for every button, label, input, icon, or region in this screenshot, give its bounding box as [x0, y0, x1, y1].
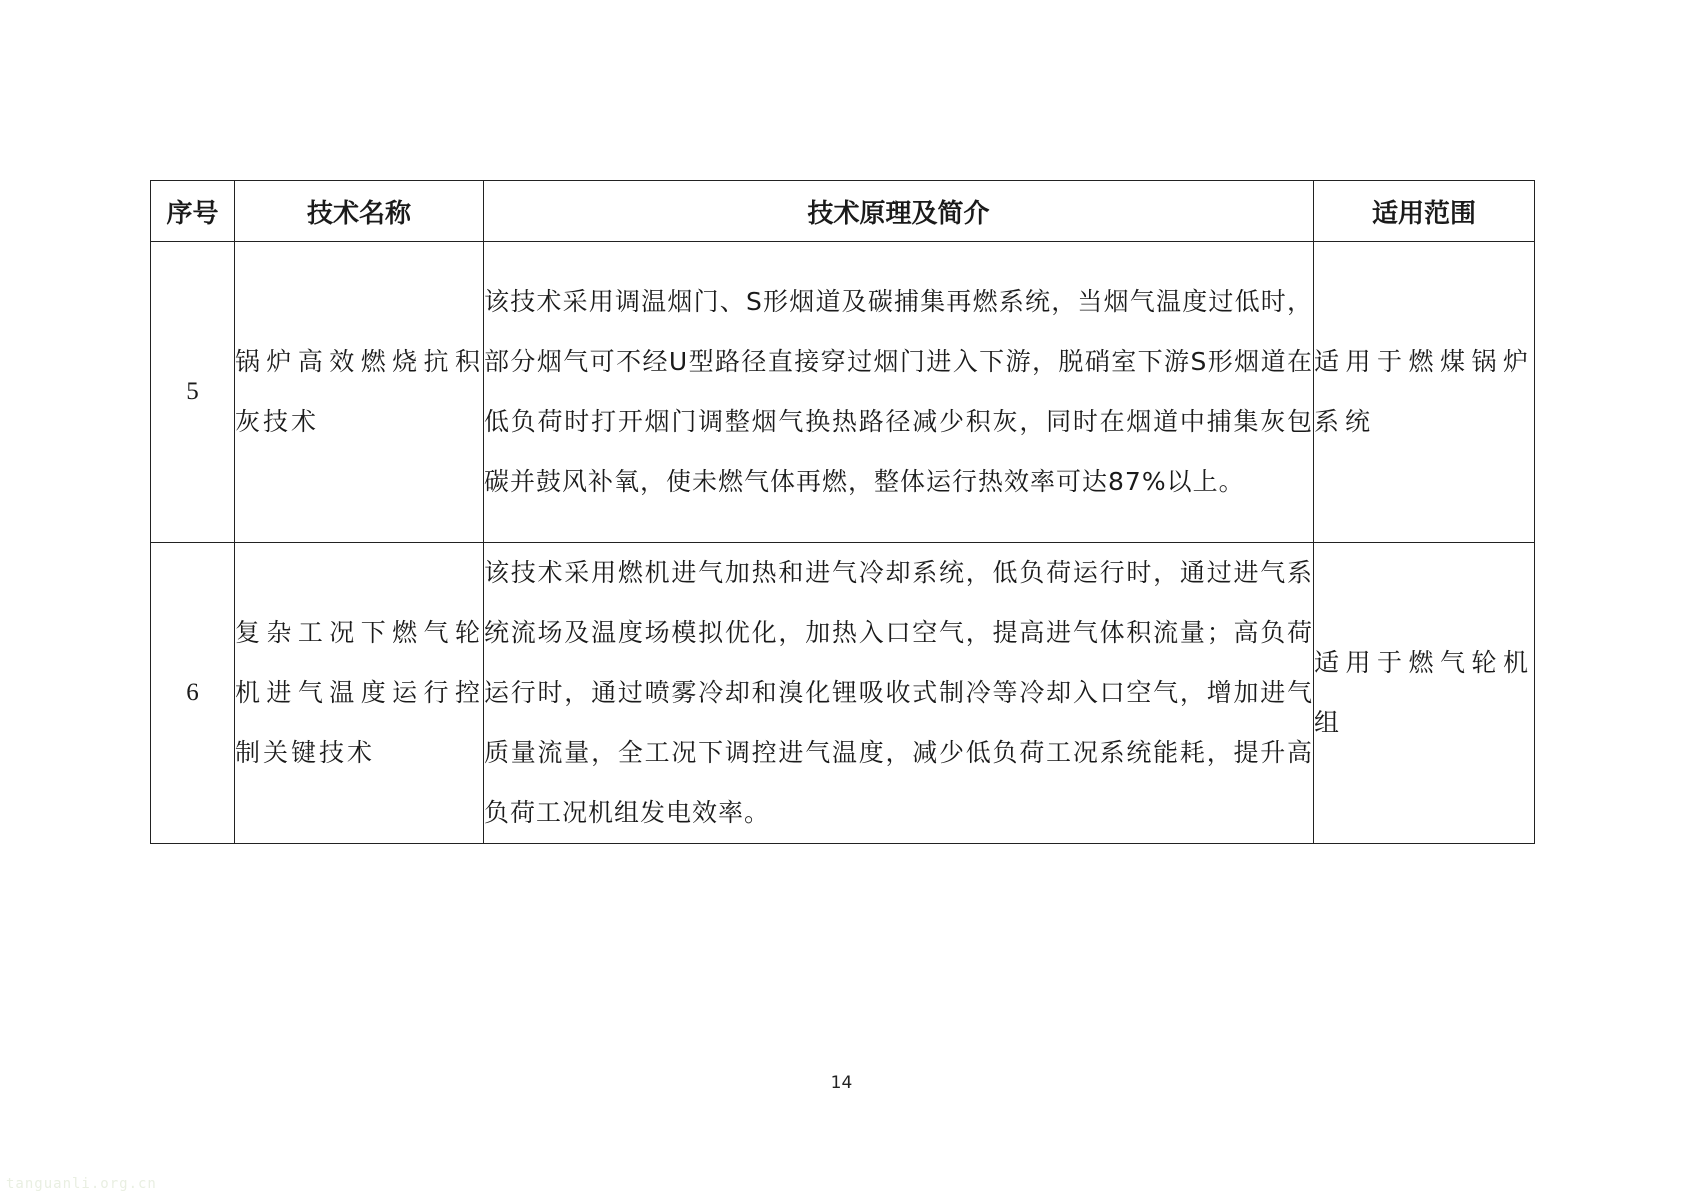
technology-description-text: 该技术采用调温烟门、S形烟道及碳捕集再燃系统，当烟气温度过低时，部分烟气可不经U型路径直接穿过烟门进入下游，脱硝室下游S形烟道在低负荷时打开烟门调整烟气换热路径减少积灰，同时在烟道中捕集灰包碳并鼓风补氧，使未燃气体再燃，整体运行热效率可达87%以上。	[484, 287, 1313, 496]
watermark: tanguanli.org.cn	[6, 1176, 157, 1192]
header-name: 技术名称	[235, 181, 484, 242]
technology-name-text: 锅炉高效燃烧抗积灰技术	[235, 347, 483, 436]
application-scope-text: 适用于燃气轮机组	[1314, 648, 1534, 737]
header-description: 技术原理及简介	[484, 181, 1314, 242]
technology-description	[484, 543, 1314, 844]
row-number: 6	[151, 543, 235, 844]
application-scope-text: 适用于燃煤锅炉系统	[1314, 347, 1534, 436]
header-scope: 适用范围	[1314, 181, 1535, 242]
technology-name-text: 复杂工况下燃气轮机进气温度运行控制关键技术	[235, 618, 483, 767]
table-header-row	[151, 181, 1535, 242]
application-scope	[1314, 242, 1535, 543]
technology-description-text: 该技术采用燃机进气加热和进气冷却系统，低负荷运行时，通过进气系统流场及温度场模拟优化，加热入口空气，提高进气体积流量；高负荷运行时，通过喷雾冷却和溴化锂吸收式制冷等冷却入口空气，增加进气质量流量，全工况下调控进气温度，减少低负荷工况系统能耗，提升高负荷工况机组发电效率。	[484, 558, 1313, 827]
technology-description	[484, 242, 1314, 543]
page-number: 14	[830, 1073, 853, 1093]
technology-name	[235, 543, 484, 844]
header-no: 序号	[151, 181, 235, 242]
technology-table	[150, 180, 1535, 844]
table-row	[151, 242, 1535, 543]
row-number: 5	[151, 242, 235, 543]
application-scope	[1314, 543, 1535, 844]
table-row	[151, 543, 1535, 844]
technology-name	[235, 242, 484, 543]
